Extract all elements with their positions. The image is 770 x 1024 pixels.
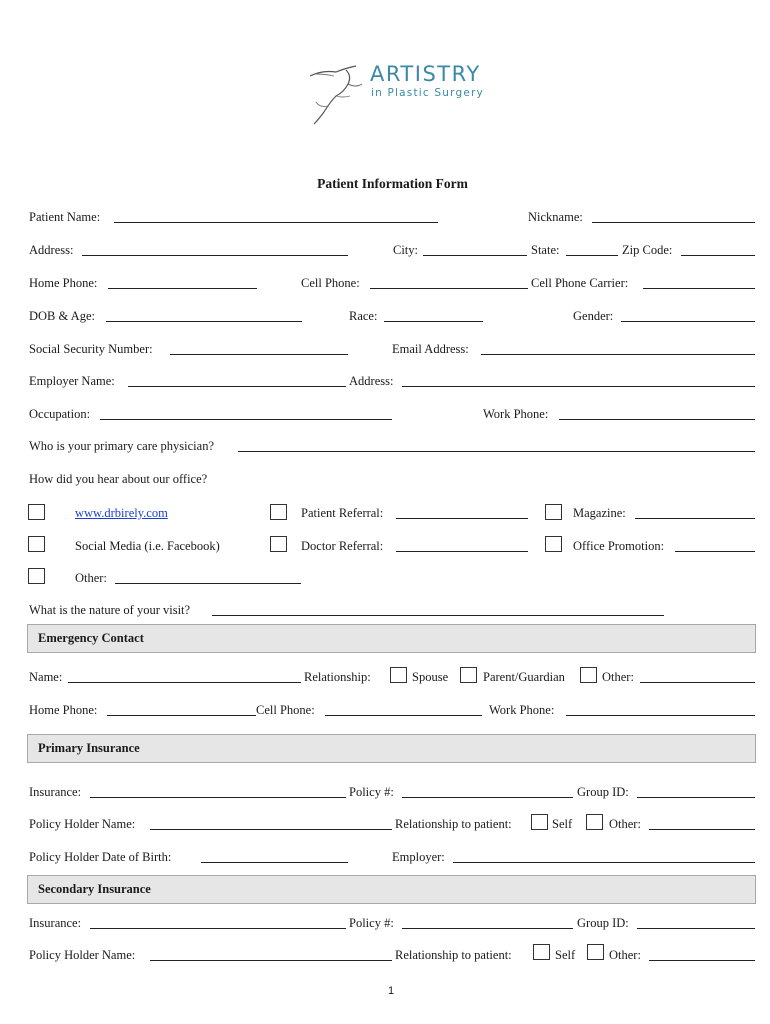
race-field[interactable] xyxy=(384,321,483,322)
primary-insurance-field[interactable] xyxy=(90,797,346,798)
state-field[interactable] xyxy=(566,255,618,256)
state-label: State: xyxy=(531,243,560,257)
other-referral-checkbox[interactable] xyxy=(28,568,45,584)
dob-age-label: DOB & Age: xyxy=(29,309,95,323)
primary-policy-field[interactable] xyxy=(402,797,573,798)
secondary-insurance-header xyxy=(27,875,756,904)
emergency-name-field[interactable] xyxy=(68,682,301,683)
occupation-label: Occupation: xyxy=(29,407,91,421)
primary-insurance-title: Primary Insurance xyxy=(38,741,140,755)
magazine-checkbox[interactable] xyxy=(545,504,562,520)
parent-guardian-checkbox[interactable] xyxy=(460,667,477,683)
ssn-field[interactable] xyxy=(170,354,348,355)
gender-label: Gender: xyxy=(573,309,614,323)
primary-insurance-header xyxy=(27,734,756,763)
office-promotion-field[interactable] xyxy=(675,551,755,552)
primary-employer-field[interactable] xyxy=(453,862,755,863)
spouse-label: Spouse xyxy=(412,670,449,684)
secondary-holder-name-field[interactable] xyxy=(150,960,392,961)
nickname-field[interactable] xyxy=(592,222,755,223)
secondary-insurance-label: Insurance: xyxy=(29,916,82,930)
primary-self-checkbox[interactable] xyxy=(531,814,548,830)
emergency-home-phone-label: Home Phone: xyxy=(29,703,98,717)
occupation-field[interactable] xyxy=(100,419,392,420)
emergency-home-phone-field[interactable] xyxy=(107,715,256,716)
logo-brand: ARTISTRY xyxy=(370,62,481,86)
emergency-other-label: Other: xyxy=(602,670,634,684)
social-media-label: Social Media (i.e. Facebook) xyxy=(75,539,220,553)
website-checkbox[interactable] xyxy=(28,504,45,520)
employer-address-label: Address: xyxy=(349,374,394,388)
other-referral-field[interactable] xyxy=(115,583,301,584)
patient-name-field[interactable] xyxy=(114,222,438,223)
primary-other-checkbox[interactable] xyxy=(586,814,603,830)
doctor-referral-checkbox[interactable] xyxy=(270,536,287,552)
physician-label: Who is your primary care physician? xyxy=(29,439,215,453)
primary-other-field[interactable] xyxy=(649,829,755,830)
employer-name-field[interactable] xyxy=(128,386,346,387)
spouse-checkbox[interactable] xyxy=(390,667,407,683)
patient-referral-field[interactable] xyxy=(396,518,528,519)
emergency-contact-header xyxy=(27,624,756,653)
cell-phone-label: Cell Phone: xyxy=(301,276,360,290)
gender-field[interactable] xyxy=(621,321,755,322)
primary-relationship-label: Relationship to patient: xyxy=(395,817,512,831)
magazine-label: Magazine: xyxy=(573,506,626,520)
city-label: City: xyxy=(393,243,419,257)
office-promotion-checkbox[interactable] xyxy=(545,536,562,552)
nickname-label: Nickname: xyxy=(528,210,583,224)
primary-self-label: Self xyxy=(552,817,573,831)
zip-label: Zip Code: xyxy=(622,243,673,257)
cell-carrier-field[interactable] xyxy=(643,288,755,289)
primary-other-label: Other: xyxy=(609,817,641,831)
page-number: 1 xyxy=(388,985,395,997)
email-label: Email Address: xyxy=(392,342,469,356)
secondary-self-label: Self xyxy=(555,948,576,962)
employer-address-field[interactable] xyxy=(402,386,755,387)
doctor-referral-label: Doctor Referral: xyxy=(301,539,384,553)
email-field[interactable] xyxy=(481,354,755,355)
social-media-checkbox[interactable] xyxy=(28,536,45,552)
primary-holder-dob-label: Policy Holder Date of Birth: xyxy=(29,850,172,864)
secondary-insurance-field[interactable] xyxy=(90,928,346,929)
zip-field[interactable] xyxy=(681,255,755,256)
city-field[interactable] xyxy=(423,255,527,256)
secondary-other-label: Other: xyxy=(609,948,641,962)
emergency-cell-phone-label: Cell Phone: xyxy=(256,703,315,717)
primary-policy-label: Policy #: xyxy=(349,785,394,799)
emergency-relationship-label: Relationship: xyxy=(304,670,371,684)
emergency-contact-title: Emergency Contact xyxy=(38,631,144,645)
secondary-group-id-label: Group ID: xyxy=(577,916,629,930)
address-field[interactable] xyxy=(82,255,348,256)
cell-phone-field[interactable] xyxy=(370,288,528,289)
primary-holder-name-field[interactable] xyxy=(150,829,392,830)
work-phone-field[interactable] xyxy=(559,419,755,420)
patient-name-label: Patient Name: xyxy=(29,210,101,224)
other-referral-label: Other: xyxy=(75,571,107,585)
nature-visit-label: What is the nature of your visit? xyxy=(29,603,191,617)
employer-name-label: Employer Name: xyxy=(29,374,115,388)
primary-holder-name-label: Policy Holder Name: xyxy=(29,817,136,831)
home-phone-label: Home Phone: xyxy=(29,276,98,290)
emergency-cell-phone-field[interactable] xyxy=(325,715,482,716)
doctor-referral-field[interactable] xyxy=(396,551,528,552)
secondary-policy-field[interactable] xyxy=(402,928,573,929)
secondary-holder-name-label: Policy Holder Name: xyxy=(29,948,136,962)
secondary-relationship-label: Relationship to patient: xyxy=(395,948,512,962)
work-phone-label: Work Phone: xyxy=(483,407,549,421)
cell-carrier-label: Cell Phone Carrier: xyxy=(531,276,629,290)
secondary-other-field[interactable] xyxy=(649,960,755,961)
physician-field[interactable] xyxy=(238,451,755,452)
secondary-self-checkbox[interactable] xyxy=(533,944,550,960)
form-title: Patient Information Form xyxy=(317,176,468,191)
magazine-field[interactable] xyxy=(635,518,755,519)
emergency-work-phone-label: Work Phone: xyxy=(489,703,555,717)
race-label: Race: xyxy=(349,309,378,323)
primary-holder-dob-field[interactable] xyxy=(201,862,348,863)
office-promotion-label: Office Promotion: xyxy=(573,539,665,553)
patient-referral-checkbox[interactable] xyxy=(270,504,287,520)
emergency-other-checkbox[interactable] xyxy=(580,667,597,683)
logo-tagline: in Plastic Surgery xyxy=(371,87,484,99)
patient-referral-label: Patient Referral: xyxy=(301,506,384,520)
secondary-insurance-title: Secondary Insurance xyxy=(38,882,151,896)
secondary-group-id-field[interactable] xyxy=(637,928,755,929)
home-phone-field[interactable] xyxy=(108,288,257,289)
parent-guardian-label: Parent/Guardian xyxy=(483,670,565,684)
hear-about-label: How did you hear about our office? xyxy=(29,472,208,486)
nature-visit-field[interactable] xyxy=(212,615,664,616)
address-label: Address: xyxy=(29,243,74,257)
website-link[interactable]: www.drbirely.com xyxy=(75,506,168,520)
secondary-other-checkbox[interactable] xyxy=(587,944,604,960)
secondary-policy-label: Policy #: xyxy=(349,916,394,930)
emergency-other-field[interactable] xyxy=(640,682,755,683)
primary-insurance-label: Insurance: xyxy=(29,785,82,799)
ssn-label: Social Security Number: xyxy=(29,342,153,356)
emergency-name-label: Name: xyxy=(29,670,63,684)
dob-age-field[interactable] xyxy=(106,321,302,322)
primary-group-id-label: Group ID: xyxy=(577,785,629,799)
primary-group-id-field[interactable] xyxy=(637,797,755,798)
dancer-figure-icon xyxy=(306,62,368,126)
primary-employer-label: Employer: xyxy=(392,850,445,864)
emergency-work-phone-field[interactable] xyxy=(566,715,755,716)
